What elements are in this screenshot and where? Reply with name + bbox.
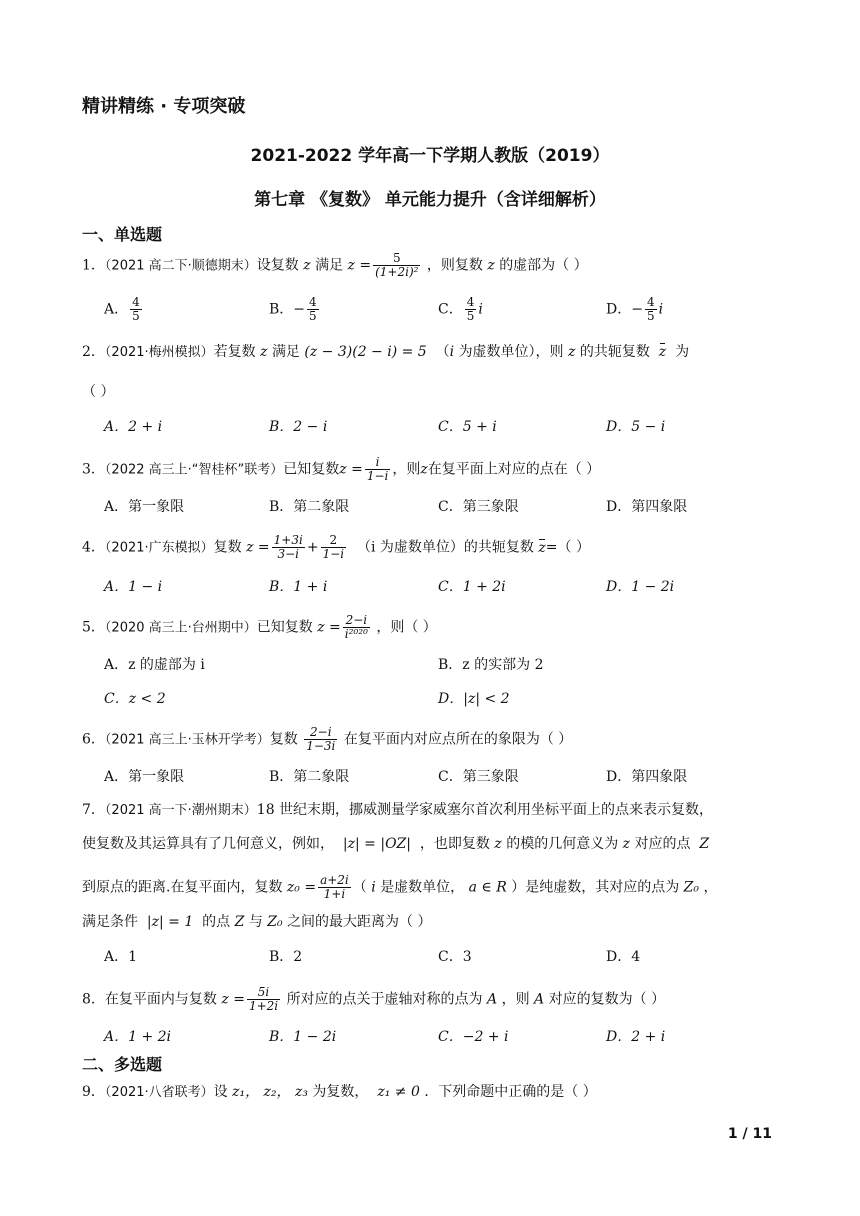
option-c[interactable]: C．−2 + i (438, 1029, 509, 1045)
question-9: 9．（2021·八省联考）设 z₁， z₂， z₃ 为复数， z₁ ≠ 0 ．下列命题中正确的是（ ） (82, 1084, 597, 1100)
option-b[interactable]: B．z 的实部为 2 (438, 657, 544, 673)
question-7-line2: 使复数及其运算具有了几何意义，例如， |z| = |OZ| ，也即复数 z 的模的几何意义为 z 对应的点 Z (82, 836, 710, 852)
option-b[interactable]: B．2 − i (269, 419, 328, 435)
option-c[interactable]: C．5 + i (438, 419, 497, 435)
page-number: 1 / 11 (727, 1126, 772, 1142)
option-c[interactable]: C．1 + 2i (438, 579, 506, 595)
section-heading-single-choice: 一、单选题 (82, 225, 163, 244)
option-c[interactable]: C． $\frac{4}{5}$ i (438, 295, 483, 323)
option-d[interactable]: D．− $\frac{4}{5}$ i (606, 295, 664, 323)
option-b[interactable]: B．1 + i (269, 579, 328, 595)
question-3: 3．（2022 高三上·“智桂杯”联考）已知复数z = $\frac{i}{1-i}$ ，则z在复平面上对应的点在（ ） (82, 455, 601, 483)
question-4: 4．（2021·广东模拟）复数 z = $\frac{1+3i}{3-i}$ + $\frac{2}{1-i}$ （i 为虚数单位）的共轭复数 z=（ ） (82, 533, 590, 561)
option-b[interactable]: B．第二象限 (269, 769, 350, 785)
document-title-line1: 2021-2022 学年高一下学期人教版（2019） (250, 146, 610, 166)
option-a[interactable]: A．1 (104, 949, 138, 965)
question-6: 6．（2021 高三上·玉林开学考）复数 $\frac{2-i}{1-3i}$ 在复平面内对应点所在的象限为（ ） (82, 725, 573, 753)
option-a[interactable]: A． $\frac{4}{5}$ (104, 295, 140, 323)
question-8: 8．在复平面内与复数 z = $\frac{5i}{1+2i}$ 所对应的点关于虚轴对称的点为 A ，则 A 对应的复数为（ ） (82, 985, 666, 1013)
option-c[interactable]: C．3 (438, 949, 472, 965)
option-d[interactable]: D．第四象限 (606, 499, 688, 515)
option-a[interactable]: A．1 − i (104, 579, 163, 595)
question-7-line3: 到原点的距离.在复平面内，复数 z₀ = $\frac{a+2i}{1+i}$ （ i 是虚数单位， a ∈ R ）是纯虚数，其对应的点为 Z₀ ， (82, 873, 718, 901)
option-a[interactable]: A．第一象限 (104, 499, 185, 515)
document-title-line2: 第七章 《复数》 单元能力提升（含详细解析） (254, 190, 606, 210)
question-2: 2．（2021·梅州模拟）若复数 z 满足 (z − 3)(2 − i) = 5 （i 为虚数单位），则 z 的共轭复数 z 为 (82, 344, 690, 360)
option-d[interactable]: D．第四象限 (606, 769, 688, 785)
option-d[interactable]: D．1 − 2i (606, 579, 675, 595)
question-1: 1．（2021 高二下·顺德期末）设复数 z 满足 z = $\frac{5}{\text{(1+2i)²}}$ ，则复数 z 的虚部为（ ） (82, 251, 588, 279)
option-b[interactable]: B．2 (269, 949, 303, 965)
option-b[interactable]: B．− $\frac{4}{5}$ (269, 295, 317, 323)
question-2-line2: （ ） (82, 384, 115, 400)
option-a[interactable]: A．z 的虚部为 i (104, 657, 205, 673)
question-5: 5．（2020 高三上·台州期中）已知复数 z = $\frac{2-i}{\text{i²⁰²⁰}}$ ，则（ ） (82, 613, 437, 641)
option-d[interactable]: D．|z| < 2 (438, 691, 510, 707)
option-c[interactable]: C．第三象限 (438, 499, 519, 515)
option-c[interactable]: C．z < 2 (104, 691, 166, 707)
option-a[interactable]: A．第一象限 (104, 769, 185, 785)
option-b[interactable]: B．第二象限 (269, 499, 350, 515)
question-source: （2021 高二下·顺德期末） (104, 258, 257, 274)
option-a[interactable]: A．1 + 2i (104, 1029, 172, 1045)
option-b[interactable]: B．1 − 2i (269, 1029, 337, 1045)
brand-heading: 精讲精练 · 专项突破 (82, 96, 246, 117)
section-heading-multi-choice: 二、多选题 (82, 1055, 163, 1074)
option-c[interactable]: C．第三象限 (438, 769, 519, 785)
question-number: 1． (82, 257, 105, 274)
option-d[interactable]: D．4 (606, 949, 641, 965)
question-7-line4: 满足条件 |z| = 1 的点 Z 与 Z₀ 之间的最大距离为（ ） (82, 914, 432, 930)
option-d[interactable]: D．2 + i (606, 1029, 666, 1045)
option-d[interactable]: D．5 − i (606, 419, 666, 435)
question-7: 7．（2021 高一下·潮州期末）18 世纪末期，挪威测量学家威塞尔首次利用坐标平面上的点来表示复数， (82, 802, 714, 818)
fraction: $\frac{5}{\text{(1+2i)²}}$ (375, 251, 419, 279)
option-a[interactable]: A．2 + i (104, 419, 163, 435)
